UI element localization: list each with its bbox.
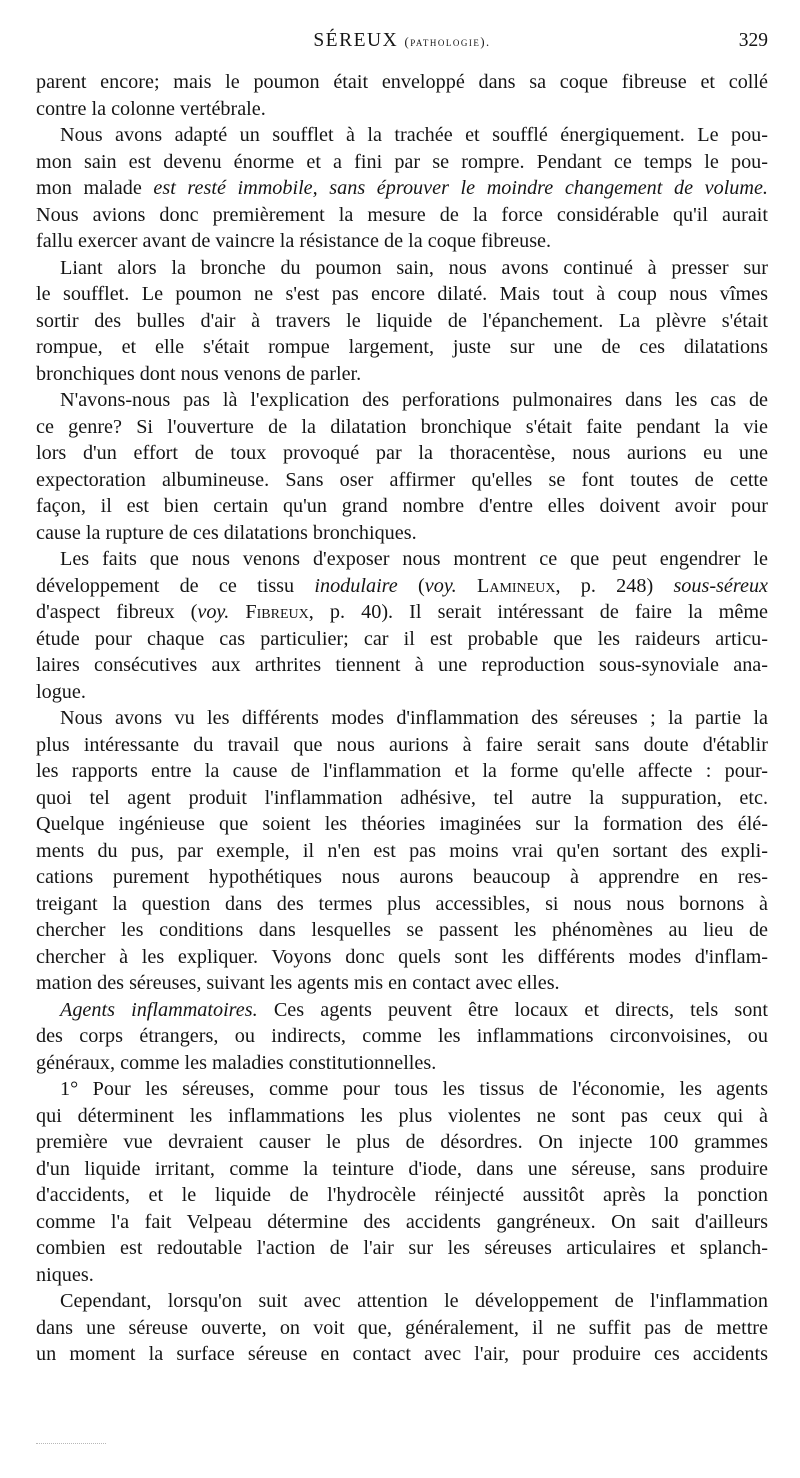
text-line: Nous avions donc premièrement la mesure de la force considérable qu'il aurait: [36, 203, 768, 226]
text-line: d'un liquide irritant, comme la teinture d'iode, dans une séreuse, sans produire: [36, 1157, 768, 1180]
text-line: mon malade est resté immobile, sans éprouver le moindre changement de volume.: [36, 177, 768, 199]
text-line: Quelque ingénieuse que soient les théories imaginées sur la formation des élé-: [36, 813, 768, 835]
text-line: combien est redoutable l'action de l'air sur les séreuses articulaires et splanch-: [36, 1237, 768, 1259]
text-line: des corps étrangers, ou indirects, comme les inflammations circonvoisines, ou: [36, 1025, 768, 1047]
text-line: N'avons-nous pas là l'explication des perforations pulmonaires dans les cas de: [60, 389, 768, 411]
text-line: étude pour chaque cas particulier; car il est probable que les raideurs articu-: [36, 627, 768, 650]
text-line: Les faits que nous venons d'exposer nous montrent ce que peut engendrer le: [60, 548, 768, 570]
text-line: cause la rupture de ces dilatations bronchiques.: [36, 521, 417, 544]
text-line: sortir des bulles d'air à travers le liquide de l'épanchement. La plèvre s'était: [36, 309, 768, 332]
text-line: Nous avons adapté un soufflet à la trachée et soufflé énergiquement. Le pou-: [60, 124, 768, 146]
text-line: expectoration albumineuse. Sans oser affirmer qu'elles se font toutes de cette: [36, 468, 768, 491]
text-line: comme l'a fait Velpeau détermine des accidents gangréneux. On sait d'ailleurs: [36, 1210, 768, 1233]
text-line: parent encore; mais le poumon était enveloppé dans sa coque fibreuse et collé: [36, 71, 768, 93]
text-line: Nous avons vu les différents modes d'inflammation des séreuses ; la partie la: [60, 707, 768, 729]
header-title: [36, 30, 768, 52]
text-line: laires consécutives aux arthrites tiennent à une reproduction sous-synoviale ana-: [36, 654, 768, 676]
text-line: première vue devraient causer le plus de désordres. On injecte 100 grammes: [36, 1131, 768, 1153]
text-line: lors d'un effort de toux provoqué par la thoracentèse, nous aurions eu une: [36, 442, 768, 464]
text-line: un moment la surface séreuse en contact avec l'air, pour produire ces accidents: [36, 1343, 768, 1365]
body-text: [36, 69, 768, 1368]
page-number: 329: [738, 30, 768, 51]
text-line: généraux, comme les maladies constitutionnelles.: [36, 1051, 437, 1074]
text-line: qui déterminent les inflammations les plus violentes ne sont pas ceux qui à: [36, 1104, 768, 1127]
text-line: plus intéressante du travail que nous aurions à faire serait sans doute d'établir: [36, 733, 768, 756]
text-line: quoi tel agent produit l'inflammation adhésive, tel autre la suppuration, etc.: [36, 786, 768, 809]
text-line: mation des séreuses, suivant les agents mis en contact avec elles.: [36, 972, 560, 994]
text-line: fallu exercer avant de vaincre la résistance de la coque fibreuse.: [36, 230, 552, 252]
text-line: les rapports entre la cause de l'inflammation et la forme qu'elle affecte : pour-: [36, 760, 768, 782]
text-line: bronchiques dont nous venons de parler.: [36, 362, 362, 385]
header-title-sub: (pathologie).: [404, 35, 491, 49]
text-line: niques.: [36, 1263, 94, 1286]
text-line: d'accidents, et le liquide de l'hydrocèle réinjecté aussitôt après la ponction: [36, 1184, 768, 1206]
text-line: rompue, et elle s'était rompue largement, juste sur une de ces dilatations: [36, 336, 768, 358]
text-line: ments du pus, par exemple, il n'en est pas moins vrai qu'en sortant des expli-: [36, 839, 768, 862]
text-line: Liant alors la bronche du poumon sain, nous avons continué à presser sur: [60, 256, 768, 279]
text-line: treigant la question dans des termes plus accessibles, si nous nous bornons à: [36, 892, 768, 915]
text-line: façon, il est bien certain qu'un grand nombre d'entre elles doivent avoir pour: [36, 495, 768, 517]
text-line: mon sain est devenu énorme et a fini par se rompre. Pendant ce temps le pou-: [36, 150, 768, 173]
text-line: cations purement hypothétiques nous aurons beaucoup à apprendre en res-: [36, 866, 768, 888]
text-line: chercher les conditions dans lesquelles se passent les phénomènes au lieu de: [36, 919, 768, 941]
text-line: ce genre? Si l'ouverture de la dilatation bronchique s'était faite pendant la vie: [36, 415, 768, 438]
text-line: chercher à les expliquer. Voyons donc quels sont les différents modes d'inflam-: [36, 945, 768, 968]
text-line: dans une séreuse ouverte, on voit que, généralement, il ne suffit pas de mettre: [36, 1316, 768, 1339]
text-line: Agents inflammatoires. Ces agents peuvent être locaux et directs, tels sont: [60, 998, 768, 1021]
text-line: Cependant, lorsqu'on suit avec attention le développement de l'inflammation: [60, 1290, 768, 1312]
running-header: [36, 30, 768, 60]
text-line: développement de ce tissu inodulaire (voy. Lamineux, p. 248) sous-séreux: [36, 574, 768, 597]
text-line: d'aspect fibreux (voy. Fibreux, p. 40). Il serait intéressant de faire la même: [36, 601, 768, 623]
text-line: 1° Pour les séreuses, comme pour tous les tissus de l'économie, les agents: [60, 1078, 768, 1100]
scan-smudge: [36, 1443, 106, 1446]
text-line: contre la colonne vertébrale.: [36, 97, 266, 120]
header-title-main: SÉREUX: [313, 30, 399, 51]
text-line: le soufflet. Le poumon ne s'est pas encore dilaté. Mais tout à coup nous vîmes: [36, 283, 768, 305]
text-line: logue.: [36, 680, 86, 703]
